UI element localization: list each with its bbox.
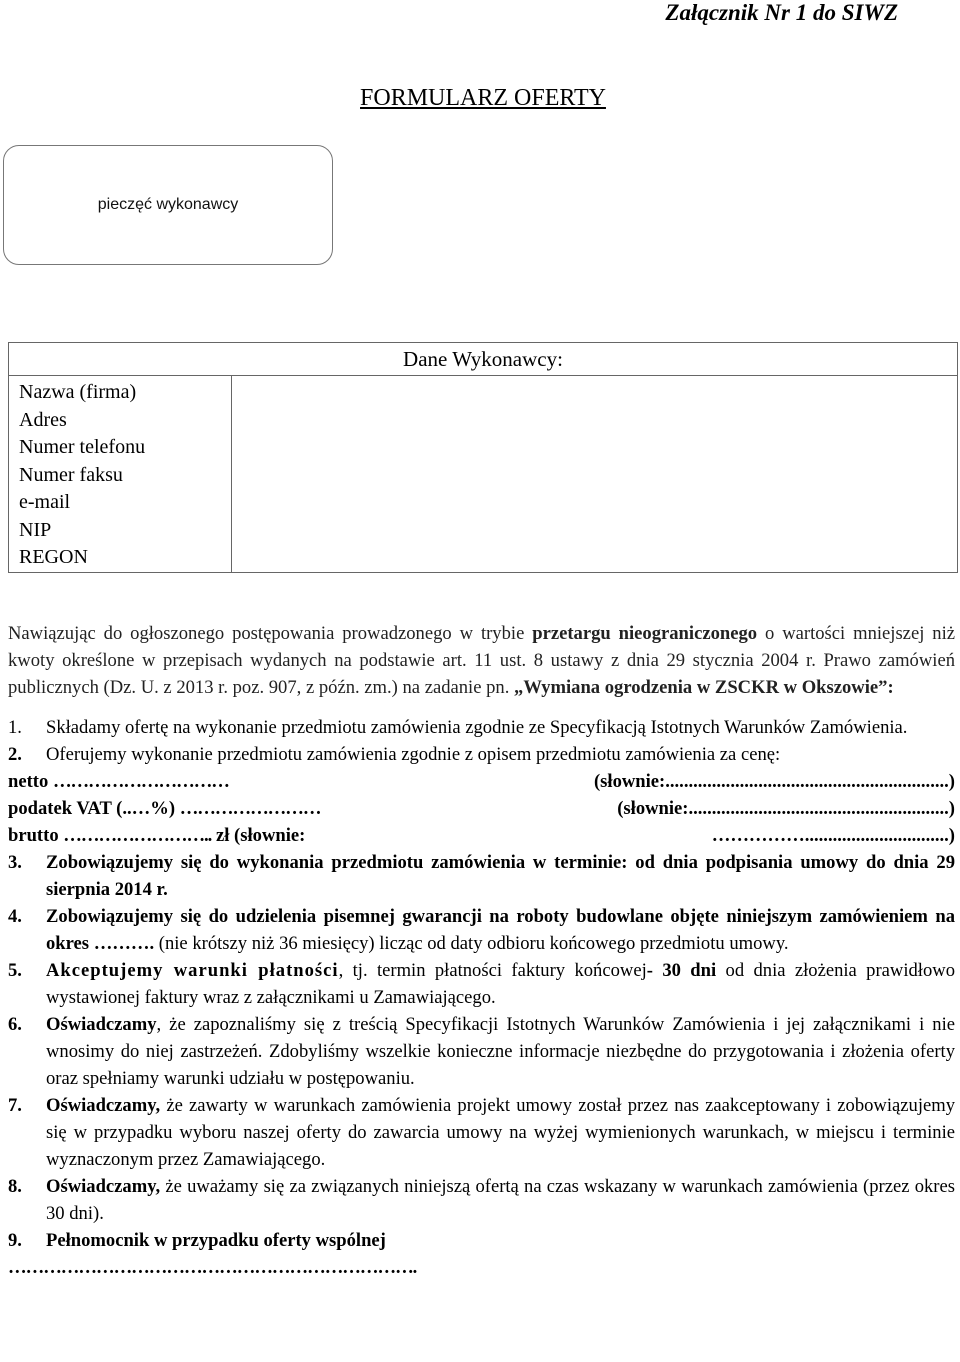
- intro-paragraph: Nawiązując do ogłoszonego postępowania prowadzonego w trybie przetargu nieograniczonego o wartości mniejszej niż kwoty określone w przepisach wydanych na podstawie art. 11 ust. 8 ustawy z dnia 29 stycznia 2004 r. Prawo zamówień publicznych (Dz. U. z 2013 r. poz. 907, z późn. zm.) na zadanie pn. „Wymiana ogrodzenia w ZSCKR w Okszowie”:: [8, 623, 955, 698]
- brutto-words-field[interactable]: ……………...............................): [711, 825, 955, 846]
- netto-amount-field[interactable]: …………………………: [52, 771, 229, 792]
- field-label-nip: NIP: [19, 518, 52, 541]
- offer-item-7: 7. Oświadczamy, że zawarty w warunkach zamówienia projekt umowy został przez nas zaakceptowany i zobowiązujemy się w przypadku wyboru naszej oferty do zawarcia umowy na wyżej wymienionych warunkach, w miejscu i terminie wyznaczonym przez Zamawiającego.: [8, 1095, 955, 1170]
- contractor-table-header: Dane Wykonawcy:: [9, 343, 958, 376]
- field-label-email: e-mail: [19, 491, 71, 513]
- offer-items-list: [8, 714, 955, 1281]
- field-label-phone: Numer telefonu: [19, 436, 146, 458]
- stamp-label: pieczęć wykonawcy: [97, 196, 239, 213]
- netto-words-field[interactable]: (słownie:.............................................................): [593, 771, 955, 792]
- task-name: „Wymiana ogrodzenia w ZSCKR w Okszowie”:: [514, 677, 894, 698]
- price-netto-row: netto ………………………… (słownie:.............................................................): [8, 768, 955, 795]
- price-vat-row: podatek VAT (..…%) …………………… (słownie:........................................................): [8, 795, 955, 822]
- annex-label: Załącznik Nr 1 do SIWZ: [665, 0, 898, 25]
- field-label-fax: Numer faksu: [19, 463, 123, 486]
- field-label-address: Adres: [19, 408, 67, 431]
- offer-item-2: 2. Oferujemy wykonanie przedmiotu zamówienia zgodnie z opisem przedmiotu zamówienia za cenę:: [8, 744, 781, 765]
- offer-item-4: 4. Zobowiązujemy się do udzielenia pisemnej gwarancji na roboty budowlane objęte niniejszym zamówieniem na okres ………. (nie krótszy niż 36 miesięcy) licząc od daty odbioru końcowego przedmiotu umowy.: [8, 906, 955, 954]
- form-title: FORMULARZ OFERTY: [360, 85, 606, 111]
- proxy-name-field[interactable]: …………………………………………………………….: [8, 1257, 417, 1278]
- offer-content: [8, 620, 955, 1281]
- brutto-amount-field[interactable]: ……………………..: [63, 825, 212, 846]
- vat-amount-field[interactable]: ……………………: [179, 798, 321, 819]
- offer-item-1: 1. Składamy ofertę na wykonanie przedmiotu zamówienia zgodnie ze Specyfikacją Istotnych Warunków Zamówienia.: [8, 717, 908, 738]
- contractor-field-labels: [9, 376, 232, 573]
- field-label-regon: REGON: [19, 546, 88, 568]
- offer-item-5: 5. Akceptujemy warunki płatności, tj. termin płatności faktury końcowej- 30 dni od dnia złożenia prawidłowo wystawionej faktury wraz z załącznikami u Zamawiającego.: [8, 960, 955, 1008]
- offer-item-9: 9. Pełnomocnik w przypadku oferty wspólnej: [8, 1230, 386, 1251]
- contractor-stamp-box: [3, 145, 333, 265]
- offer-item-3: 3. Zobowiązujemy się do wykonania przedmiotu zamówienia w terminie: od dnia podpisania umowy do dnia 29 sierpnia 2014 r.: [8, 852, 955, 900]
- contractor-field-values[interactable]: [232, 376, 958, 573]
- offer-item-8: 8. Oświadczamy, że uważamy się za związanych niniejszą ofertą na czas wskazany w warunkach zamówienia (przez okres 30 dni).: [8, 1176, 955, 1224]
- contractor-data-table: [8, 342, 958, 573]
- field-label-name: Nazwa (firma): [19, 381, 137, 403]
- vat-words-field[interactable]: (słownie:........................................................): [617, 798, 955, 819]
- offer-item-6: 6. Oświadczamy, że zapoznaliśmy się z treścią Specyfikacji Istotnych Warunków Zamówienia i jej załącznikami i nie wnosimy do niej zastrzeżeń. Zdobyliśmy wszelkie konieczne informacje niezbędne do przygotowania i złożenia oferty oraz spełniamy warunki udziału w postępowaniu.: [8, 1014, 955, 1089]
- price-brutto-row: brutto …………………….. zł (słownie: ……………...............................): [8, 822, 955, 849]
